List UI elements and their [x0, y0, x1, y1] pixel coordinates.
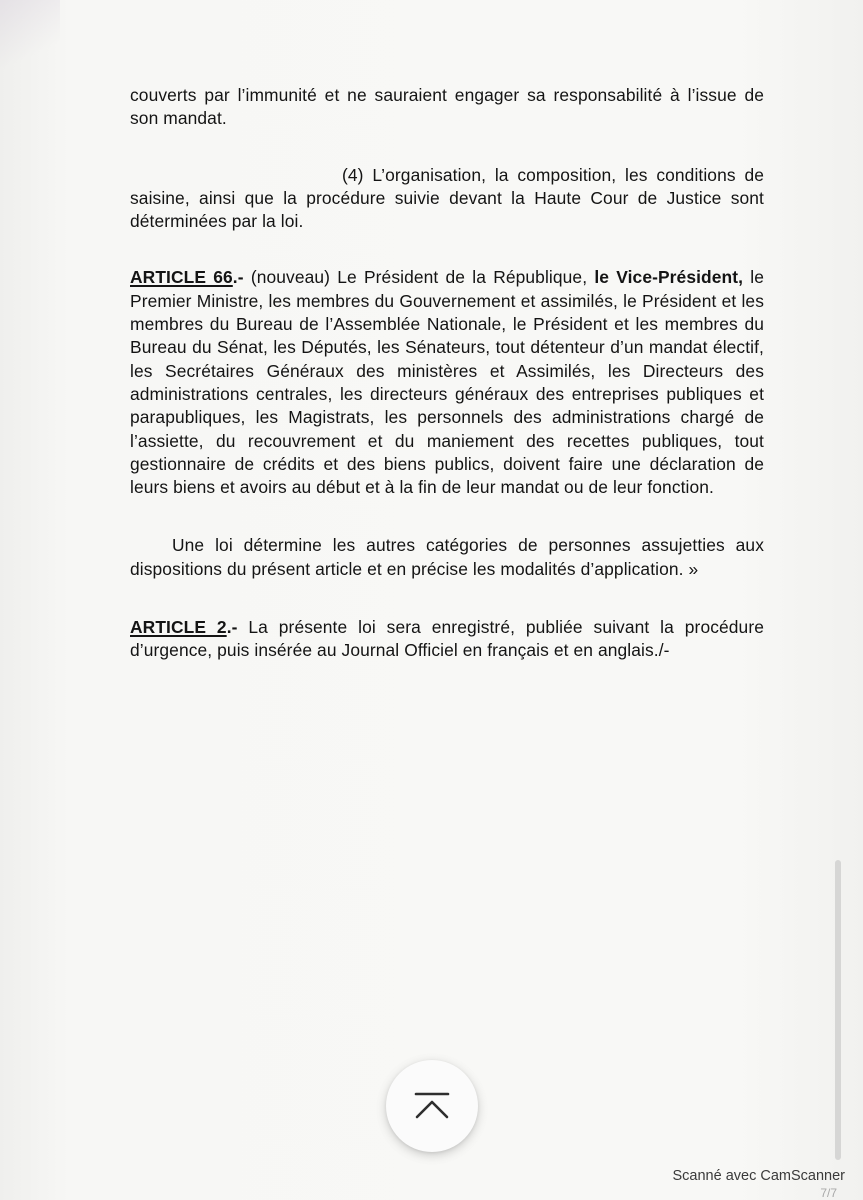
article-2-title: ARTICLE 2 [130, 617, 227, 638]
article-66-text-after: le Premier Ministre, les membres du Gouvernement et assimilés, le Président et les membres du Bureau de l’Assemblée Nationale, le Président et les membres du Bureau du Sénat, les Députés, les Sénateurs, tout détenteur d’un mandat électif, les Secrétaires Généraux des ministères et Assimilés, les Directeurs des administrations centrales, les directeurs généraux des entreprises publiques et parapubliques, les Magistrats, les personnels des administrations chargé de l’assiette, du recouvrement et du maniement des recettes publiques, tout gestionnaire de crédits et des biens publics, doivent faire une déclaration de leurs biens et avoirs au début et à la fin de leur mandat ou de leur fonction. [130, 267, 764, 498]
article-66-title: ARTICLE 66 [130, 267, 233, 288]
page-fold-shadow [0, 0, 60, 90]
scrollbar-thumb[interactable] [835, 860, 841, 1160]
article-66-text-before: (nouveau) Le Président de la République, [243, 267, 595, 288]
document-body [130, 84, 764, 663]
article-66-paragraph-2: Une loi détermine les autres catégories de personnes assujetties aux dispositions du présent article et en précise les modalités d’application. » [130, 535, 764, 579]
article-2-paragraph [130, 616, 764, 663]
paragraph-4: (4) L’organisation, la composition, les conditions de saisine, ainsi que la procédure suivie devant la Haute Cour de Justice sont déterminées par la loi. [130, 164, 764, 232]
chevron-up-bar-icon [412, 1091, 452, 1121]
article-2-text: La présente loi sera enregistré, publiée suivant la procédure d’urgence, puis insérée au Journal Officiel en français et en anglais./- [130, 617, 764, 661]
article-66-dash: .- [232, 267, 244, 288]
article-66-paragraph [130, 266, 764, 499]
scroll-to-top-button[interactable] [386, 1060, 478, 1152]
article-2-dash: .- [226, 617, 238, 638]
paragraph-continuation: couverts par l’immunité et ne sauraient engager sa responsabilité à l’issue de son mandat. [130, 85, 764, 129]
article-66-bold-text: le Vice-Président, [594, 267, 744, 288]
page-indicator: 7/7 [820, 1186, 837, 1200]
camscanner-watermark: Scanné avec CamScanner [672, 1168, 845, 1184]
